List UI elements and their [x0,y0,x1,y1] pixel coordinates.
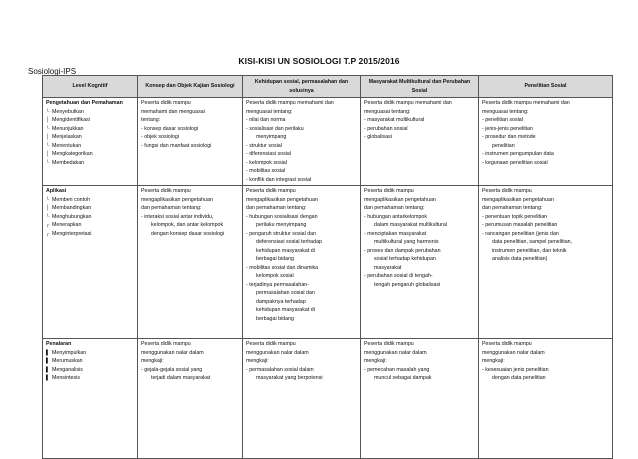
level-item: └ Memberi contoh [46,196,90,203]
bullet-icon: │ [46,205,50,211]
cell-line: - kelompok sosial [246,159,287,166]
cell-line: - konsep dasar sosiologi [141,125,199,132]
cell-line: deferensiasi sosial terhadap [256,239,322,245]
cell-line: Peserta didik mampu [482,341,532,347]
cell-line: mengkaji: [364,358,387,364]
cell-line: Peserta didik mampu [364,341,414,347]
cell-line: - penentuan topik penelitian [482,213,548,220]
cell-line: - menciptakan masyarakat [364,230,427,237]
level-item: └ Menentukan [46,142,82,149]
cell-line: analisis data penelitian) [492,256,548,262]
bullet-icon: │ [46,151,50,157]
level-item: ▌ Mensintesis [46,375,80,381]
cell-line: Peserta didik mampu [141,188,191,194]
level-item: └ Membedakan [46,159,85,166]
content-cell [138,339,243,459]
cell-line: menyimpang [256,134,287,140]
bullet-icon: └ [46,159,50,166]
level-item: ▌ Menganalisis [46,366,83,373]
cell-line: kelompok, dan antar kelompok [151,222,224,228]
bullet-icon: ┌ [46,222,50,228]
cell-line: menggunakan nalar dalam [246,349,309,356]
cell-line: mengaplikasikan pengetahuan [364,196,436,203]
cell-line: dan pemahaman tentang: [141,205,202,211]
cell-line: - mobilitas sosial [246,168,286,174]
content-cell [243,98,361,186]
level-item: ┌ Menerapkan [46,222,82,228]
document-subtitle: Sosiologi-IPS [28,67,77,76]
cell-line: - penelitian sosial [482,117,523,123]
level-item: │ Mengidentifikasi [46,117,90,123]
cell-line: - perumusan masalah penelitian [482,222,558,228]
cell-line: kehidupan masyarakat di [256,247,315,254]
cell-line: tentang: [141,117,161,123]
cell-line: berbagai bidang [256,315,294,322]
cell-line: Peserta didik mampu [364,188,414,194]
level-item: ▌ Merumuskan [46,358,83,364]
cell-line: muncul sebagai dampak [374,375,432,381]
cell-line: - proses dan dampak perubahan [364,247,441,254]
content-cell [243,339,361,459]
bullet-icon: │ [46,117,50,123]
cell-line: - objek sosiologi [141,134,179,140]
cell-line: Peserta didik mampu [141,341,191,347]
cell-line: - konflik dan integrasi sosial [246,176,312,183]
cell-line: menggunakan nalar dalam [364,349,427,356]
bullet-icon: └ [46,108,50,115]
cell-line: dengan data penelitian [492,375,546,381]
cell-line: tengah pengaruh globalisasi [374,281,441,288]
content-cell [138,98,243,186]
level-cell [43,186,138,339]
cell-line: mengaplikasikan pengetahuan [141,196,213,203]
cell-line: menggunakan nalar dalam [141,349,204,356]
cell-line: dan pemahaman tentang: [246,205,307,211]
cell-line: Peserta didik mampu [246,341,296,347]
cell-line: masyarakat yang berpotensi [256,375,323,381]
cell-line: mengaplikasikan pengetahuan [246,196,318,203]
kisi-kisi-table [42,75,613,459]
level-title: Aplikasi [46,188,67,194]
level-cell [43,339,138,459]
cell-line: - permasalahan sosial dalam [246,366,314,373]
cell-line: - struktur sosial [246,142,282,149]
bullet-icon: ▌ [46,375,50,381]
cell-line: perilaku menyimpang [256,222,307,228]
bullet-icon: └ [46,125,50,132]
cell-line: - rancangan penelitian (jenis dan [482,230,559,237]
cell-line: - perubahan sosial di tengah- [364,273,433,279]
content-cell [243,186,361,339]
header-penelitian: Penelitian Sosial [479,76,613,98]
cell-line: multikultural yang harmonis [374,239,439,245]
cell-line: kehidupan masyarakat di [256,307,315,313]
cell-line: - prosedur dan metode [482,134,536,140]
cell-line: - hubungan sosialisasi dengan [246,213,318,220]
level-item: │ Mengkategorikan [46,151,93,157]
cell-line: Peserta didik mampu [141,100,191,106]
cell-line: mengkaji: [246,358,269,364]
cell-line: - sosialisasi dan perilaku [246,125,304,132]
cell-line: Peserta didik mampu memahami dan [246,100,334,106]
level-title: Penalaran [46,341,72,347]
cell-line: instrumen penelitian, dan teknik [492,247,567,254]
cell-line: - kegunaan penelitian sosial [482,159,548,166]
cell-line: - terjadinya permasalahan- [246,281,310,288]
cell-line: - jenis-jenis penelitian [482,125,533,132]
content-cell [361,339,479,459]
bullet-icon: ┌ [46,230,50,237]
document-title: KISI-KISI UN SOSIOLOGI T.P 2015/2016 [238,56,400,66]
bullet-icon: └ [46,142,50,149]
cell-line: dan pemahaman tentang: [482,205,543,211]
bullet-icon: ▌ [46,366,50,373]
cell-line: - kesesuaian jenis penelitian [482,366,549,373]
cell-line: menguasai tentang: [364,108,411,115]
content-cell [479,186,613,339]
cell-line: dalam masyarakat multikultural [374,222,448,228]
bullet-icon: │ [46,134,50,140]
cell-line: - globalisasi [364,134,392,140]
cell-line: berbagai bidang [256,256,294,262]
cell-line: Peserta didik mampu [246,188,296,194]
cell-line: menggunakan nalar dalam [482,349,545,356]
cell-line: permasalahan sosial dan [256,290,315,296]
table-row [43,186,613,339]
cell-line: dampaknya terhadap [256,298,306,305]
content-cell [479,339,613,459]
bullet-icon: ▌ [46,358,50,364]
cell-line: - instrumen pengumpulan data [482,151,554,157]
cell-line: terjadi dalam masyarakat [151,375,211,381]
level-item: │ Membandingkan [46,205,92,211]
cell-line: memahami dan menguasai [141,108,205,115]
bullet-icon: └ [46,213,50,220]
header-konsep: Konsep dan Objek Kajian Sosiologi [138,76,243,98]
table-row [43,339,613,459]
cell-line: - perubahan sosial [364,125,408,132]
cell-line: - mobilitas sosial dan dinamika [246,264,319,271]
cell-line: Peserta didik mampu memahami dan [482,100,570,106]
cell-line: - gejala-gejala sosial yang [141,366,203,373]
cell-line: Peserta didik mampu memahami dan [364,100,452,106]
cell-line: dan pemahaman tentang: [364,205,425,211]
table-row [43,98,613,186]
content-cell [361,186,479,339]
level-item: ▌ Menyimpulkan [46,349,87,356]
cell-line: - hubungan antarkelompok [364,213,428,220]
level-item: │ Menjelaskan [46,134,82,140]
content-cell [361,98,479,186]
header-level: Level Kognitif [43,76,138,98]
level-title: Pengetahuan dan Pemahaman [46,100,123,106]
cell-line: - pengaruh struktur sosial dan [246,230,317,237]
cell-line: - interaksi sosial antar individu, [141,213,214,220]
content-cell [138,186,243,339]
cell-line: kelompok sosial [256,273,294,279]
level-item: └ Menghubungkan [46,213,92,220]
cell-line: sosial terhadap kehidupan [374,256,436,262]
cell-line: - nilai dan norma [246,117,286,123]
cell-line: masyarakat [374,264,402,271]
cell-line: data penelitian, sampel penelitian, [492,239,573,245]
cell-line: dengan konsep dasar sosiologi [151,230,225,237]
header-kehidupan: Kehidupan sosial, permasalahan dan solusinya [243,76,361,98]
cell-line: mengaplikasikan pengetahuan [482,196,554,203]
cell-line: - pemecahan masalah yang [364,366,430,373]
cell-line: mengkaji: [482,358,505,364]
level-item: └ Menunjukkan [46,125,84,132]
cell-line: - masyarakat multikultural [364,117,425,123]
content-cell [479,98,613,186]
level-item: ┌ Menginterpretasi [46,230,92,237]
level-item: └ Menyebutkan [46,108,84,115]
cell-line: mengkaji: [141,358,164,364]
cell-line: - fungsi dan manfaat sosiologi [141,142,212,149]
header-row [43,76,613,98]
cell-line: Peserta didik mampu [482,188,532,194]
cell-line: menguasai tentang: [482,108,529,115]
cell-line: - diferensiasi sosial [246,151,292,157]
bullet-icon: └ [46,196,50,203]
bullet-icon: ▌ [46,349,50,356]
cell-line: menguasai tentang: [246,108,293,115]
level-cell [43,98,138,186]
header-multikultural: Masyarakat Multikultural dan Perubahan Sosial [361,76,479,98]
cell-line: penelitian [492,142,515,149]
